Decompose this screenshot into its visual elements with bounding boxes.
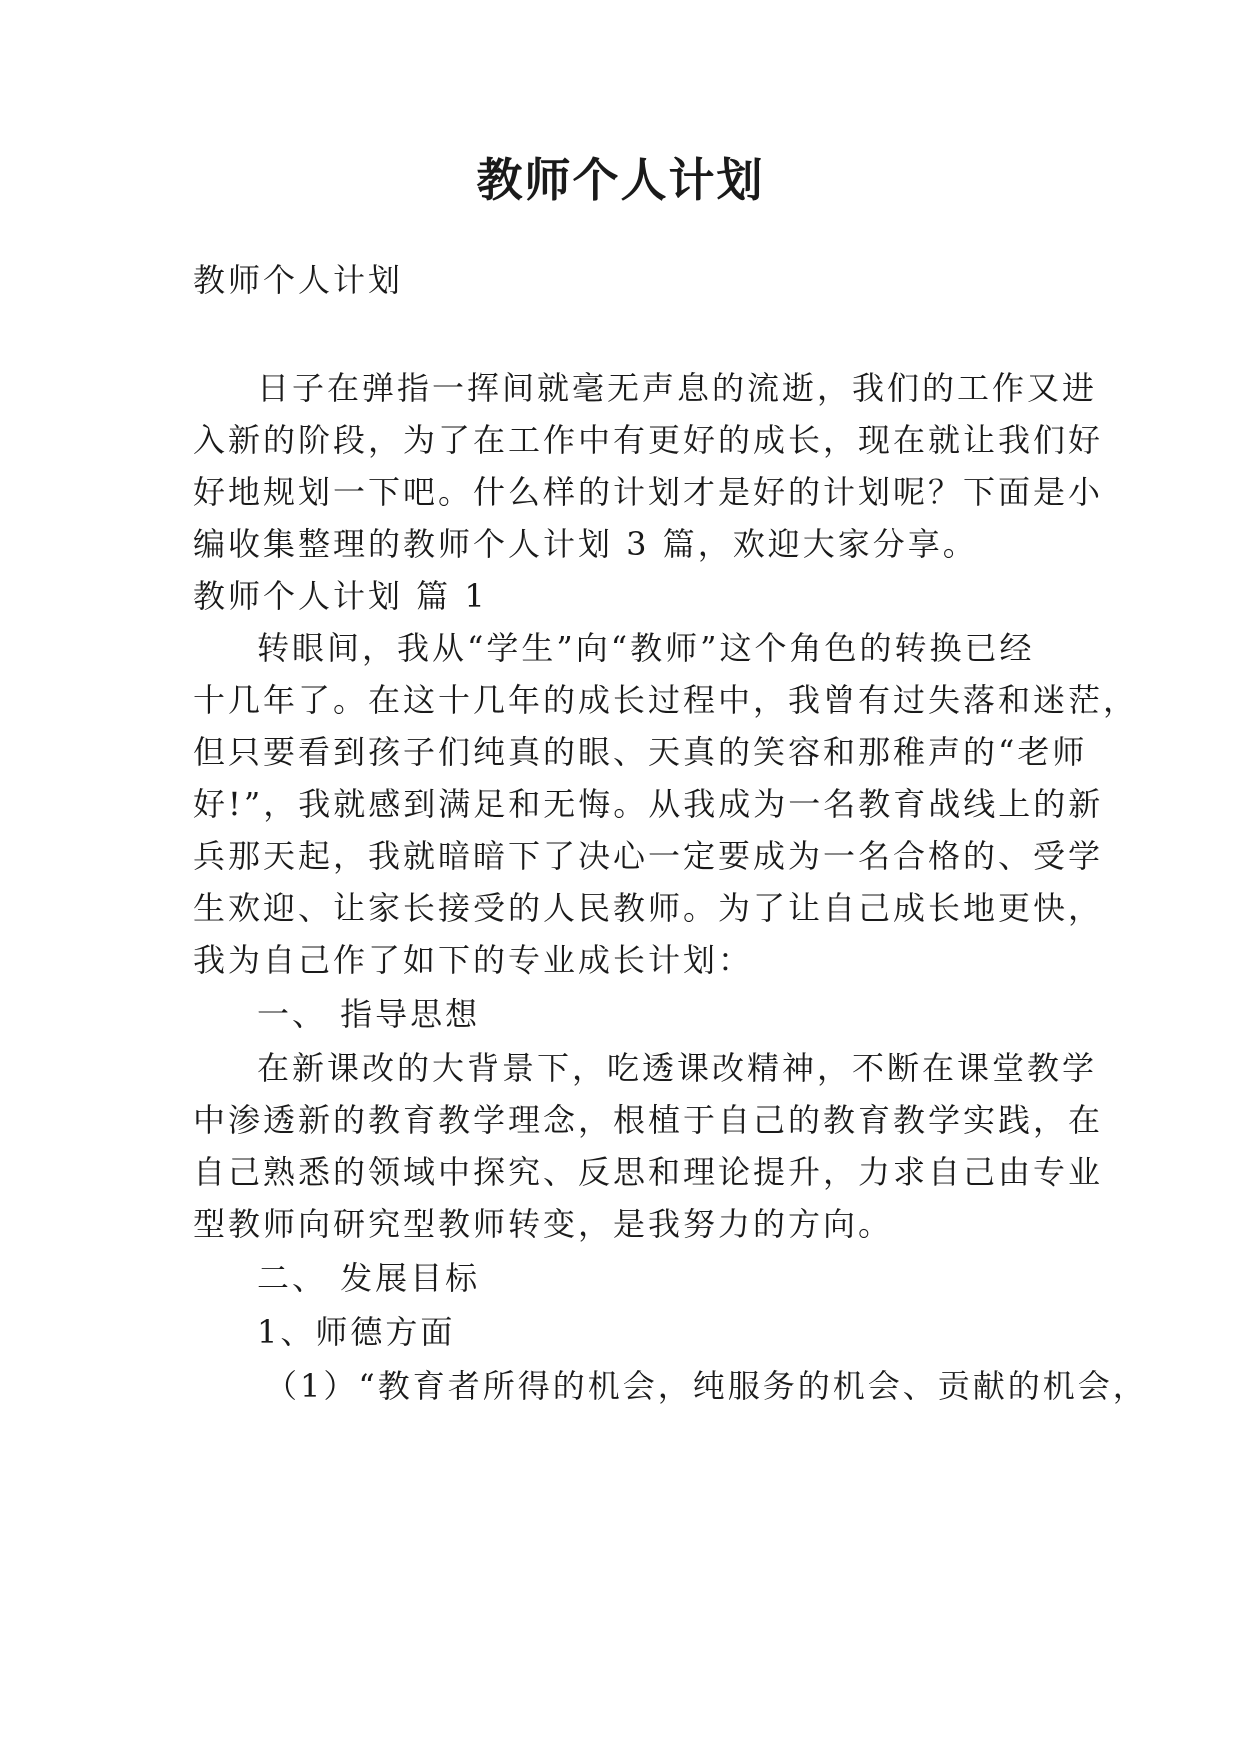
intro-line-2: 入新的阶段，为了在工作中有更好的成长，现在就让我们好 xyxy=(193,421,1104,459)
paragraph1-line-2: 十几年了。在这十几年的成长过程中，我曾有过失落和迷茫， xyxy=(193,681,1139,719)
paragraph2-line-4: 型教师向研究型教师转变，是我努力的方向。 xyxy=(193,1205,894,1243)
paragraph1-line-4: 好!”，我就感到满足和无悔。从我成为一名教育战线上的新 xyxy=(193,785,1104,823)
item-1: （1）“教育者所得的机会，纯服务的机会、贡献的机会， xyxy=(265,1367,1148,1405)
paragraph2-line-2: 中渗透新的教育教学理念，根植于自己的教育教学实践，在 xyxy=(193,1101,1104,1139)
paragraph1-line-7: 我为自己作了如下的专业成长计划： xyxy=(193,941,754,979)
paragraph1-line-1: 转眼间，我从“学生”向“教师”这个角色的转换已经 xyxy=(257,629,1035,667)
heading-teacher-ethics: 1、师德方面 xyxy=(257,1313,456,1351)
intro-line-3: 好地规划一下吧。什么样的计划才是好的计划呢？下面是小 xyxy=(193,473,1104,511)
document-subtitle: 教师个人计划 xyxy=(193,261,404,299)
intro-line-1: 日子在弹指一挥间就毫无声息的流逝，我们的工作又进 xyxy=(257,369,1098,407)
heading-development-goals: 二、 发展目标 xyxy=(257,1259,481,1297)
intro-line-4: 编收集整理的教师个人计划 3 篇，欢迎大家分享。 xyxy=(193,525,978,563)
section-heading: 教师个人计划 篇 1 xyxy=(193,577,488,615)
paragraph1-line-6: 生欢迎、让家长接受的人民教师。为了让自己成长地更快， xyxy=(193,889,1104,927)
heading-guiding-ideology: 一、 指导思想 xyxy=(257,995,481,1033)
document-title: 教师个人计划 xyxy=(476,153,765,207)
paragraph1-line-5: 兵那天起，我就暗暗下了决心一定要成为一名合格的、受学 xyxy=(193,837,1104,875)
paragraph1-line-3: 但只要看到孩子们纯真的眼、天真的笑容和那稚声的“老师 xyxy=(193,733,1088,771)
paragraph2-line-1: 在新课改的大背景下，吃透课改精神，不断在课堂教学 xyxy=(257,1049,1098,1087)
paragraph2-line-3: 自己熟悉的领域中探究、反思和理论提升，力求自己由专业 xyxy=(193,1153,1104,1191)
